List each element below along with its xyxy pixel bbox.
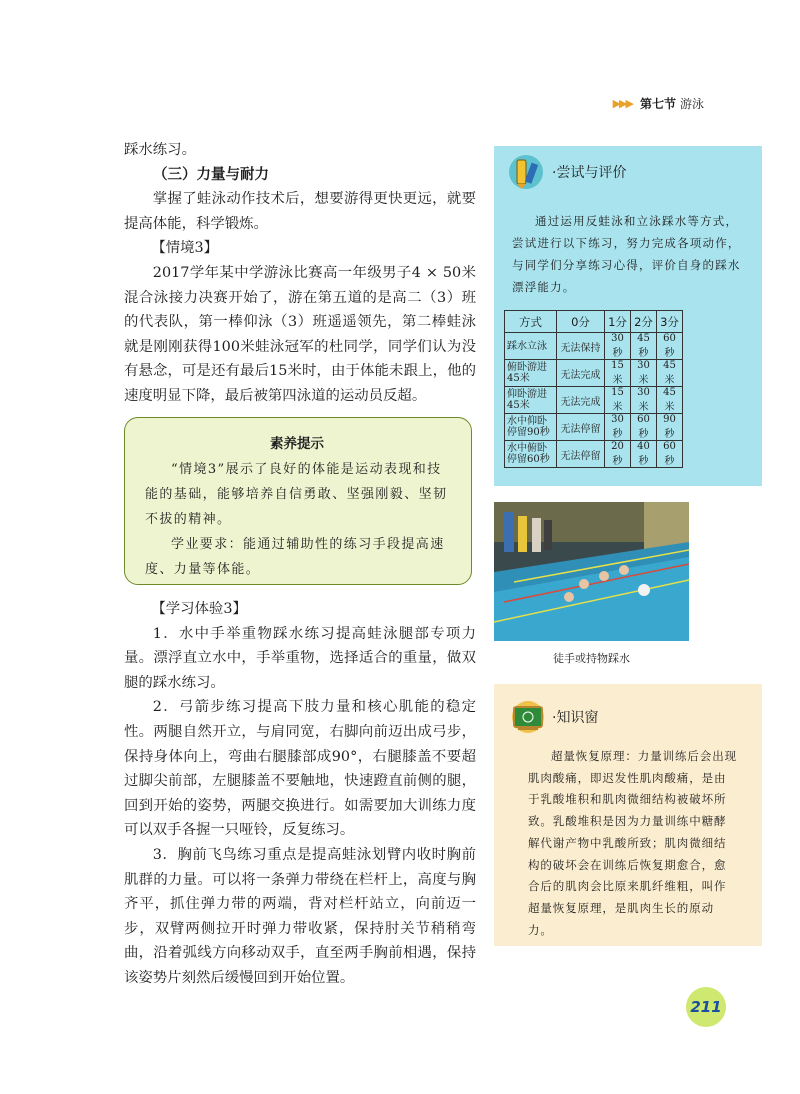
table-cell: 60秒 (631, 414, 657, 441)
exercise-1: 1．水中手举重物踩水练习提高蛙泳腿部专项力量。漂浮直立水中，手举重物，选择适合的重量，做双腿的踩水练习。 (124, 625, 476, 691)
table-cell: 30米 (631, 360, 657, 387)
section-heading: （三）力量与耐力 (153, 166, 269, 183)
try-evaluate-text (512, 210, 750, 298)
scenario-label: 【情境3】 (151, 240, 219, 257)
chapter-header (613, 95, 704, 112)
table-cell: 30秒 (605, 414, 631, 441)
table-cell: 45米 (657, 387, 683, 414)
exercise-3: 3．胸前飞鸟练习重点是提高蛙泳划臂内收时胸前肌群的力量。可以将一条弹力带绕在栏杆上，高度与胸齐平，抓住弹力带的两端，背对栏杆站立，向前迈一步，双臂两侧拉开时弹力带收紧，保持肘关节稍稍弯曲，沿着弧线方向移动双手，直至两手胸前相遇，保持该姿势片刻然后缓慢回到开始位置。 (124, 846, 476, 986)
table-cell: 90秒 (657, 414, 683, 441)
table-header: 3分 (657, 311, 683, 333)
table-cell: 15米 (605, 387, 631, 414)
table-cell: 无法停留 (557, 414, 605, 441)
table-cell: 俯卧游进45米 (505, 360, 557, 387)
table-row (505, 441, 683, 468)
table-header: 0分 (557, 311, 605, 333)
knowledge-paragraph: 超量恢复原理：力量训练后会出现肌肉酸痛，即迟发性肌肉酸痛，是由于乳酸堆积和肌肉微细结构被破坏所致。乳酸堆积是因为力量训练中糖酵解代谢产物中乳酸所致；肌肉微细结构的破坏会在训练后恢复期愈合，愈合后的肌肉会比原来肌纤维粗，叫作超量恢复原理，是肌肉生长的原动力。 (528, 749, 737, 937)
table-row (505, 333, 683, 360)
knowledge-window-title: ·知识窗 (552, 710, 599, 726)
table-row (505, 414, 683, 441)
paragraph: 踩水练习。 (124, 142, 196, 158)
swimming-pool-photo (494, 502, 689, 641)
table-cell: 15米 (605, 360, 631, 387)
knowledge-window-text (528, 746, 738, 941)
table-cell: 水中俯卧停留60秒 (505, 441, 557, 468)
try-evaluate-paragraph: 通过运用反蛙泳和立泳踩水等方式，尝试进行以下练习，努力完成各项动作，与同学们分享练习心得，评价自身的踩水漂浮能力。 (512, 214, 741, 294)
table-cell: 45米 (657, 360, 683, 387)
table-cell: 无法停留 (557, 441, 605, 468)
table-header: 2分 (631, 311, 657, 333)
table-cell: 踩水立泳 (505, 333, 557, 360)
paragraph: 2017学年某中学游泳比赛高一年级男子4 × 50米混合泳接力决赛开始了，游在第五道的是高二（3）班的代表队，第一棒仰泳（3）班遥遥领先，第二棒蛙泳就是刚刚获得100米蛙泳冠军的杜同学，同学们认为没有悬念，可是还有最后15米时，由于体能未跟上，他的速度明显下降，最后被第四泳道的运动员反超。 (124, 264, 476, 404)
chalkboard-icon (508, 700, 548, 734)
table-cell: 无法完成 (557, 360, 605, 387)
table-cell: 45秒 (631, 333, 657, 360)
try-evaluate-title: ·尝试与评价 (552, 165, 627, 181)
try-evaluate-header (508, 154, 626, 190)
literacy-tip-title: 素养提示 (270, 436, 324, 452)
evaluation-table (504, 310, 683, 468)
knowledge-window-header (508, 700, 598, 734)
section-number: 第七节 (639, 97, 676, 111)
table-header: 1分 (605, 311, 631, 333)
pencil-ruler-icon (508, 154, 548, 190)
table-cell: 60秒 (657, 441, 683, 468)
table-cell: 20秒 (605, 441, 631, 468)
section-title: 游泳 (679, 97, 704, 111)
table-cell: 30秒 (605, 333, 631, 360)
pool-illustration (494, 502, 689, 641)
table-row (505, 360, 683, 387)
table-row (505, 387, 683, 414)
table-header-row (505, 311, 683, 333)
literacy-requirement-text: 学业要求：能通过辅助性的练习手段提高速度、力量等体能。 (145, 537, 445, 577)
table-cell: 30米 (631, 387, 657, 414)
page-number: 211 (686, 987, 726, 1027)
table-header: 方式 (505, 311, 557, 333)
table-cell: 仰卧游进45米 (505, 387, 557, 414)
table-cell: 水中仰卧停留90秒 (505, 414, 557, 441)
table-cell: 40秒 (631, 441, 657, 468)
paragraph: 掌握了蛙泳动作技术后，想要游得更快更远，就要提高体能，科学锻炼。 (124, 191, 476, 232)
table-cell: 无法完成 (557, 387, 605, 414)
arrow-markers-icon: ▶▶▶ (612, 97, 632, 110)
photo-caption: 徒手或持物踩水 (553, 652, 630, 665)
knowledge-window-box (494, 684, 762, 946)
main-text-column (124, 138, 476, 409)
exercise-2: 2．弓箭步练习提高下肢力量和核心肌能的稳定性。两腿自然开立，与肩同宽，右脚向前迈出成弓步，保持身体向上，弯曲右腿膝部成90°，右腿膝盖不要超过脚尖前部，左腿膝盖不要触地，快速蹬直前侧的腿，回到开始的姿势，两腿交换进行。如需要加大训练力度可以双手各握一只哑铃，反复练习。 (124, 699, 476, 839)
table-cell: 无法保持 (557, 333, 605, 360)
literacy-tip-text: “情境3”展示了良好的体能是运动表现和技能的基础，能够培养自信勇敢、坚强刚毅、坚韧不拔的精神。 (145, 462, 448, 527)
table-cell: 60秒 (657, 333, 683, 360)
experience-label: 【学习体验3】 (151, 601, 247, 617)
literacy-tip-box (124, 417, 472, 585)
learning-experience-section (124, 597, 476, 991)
